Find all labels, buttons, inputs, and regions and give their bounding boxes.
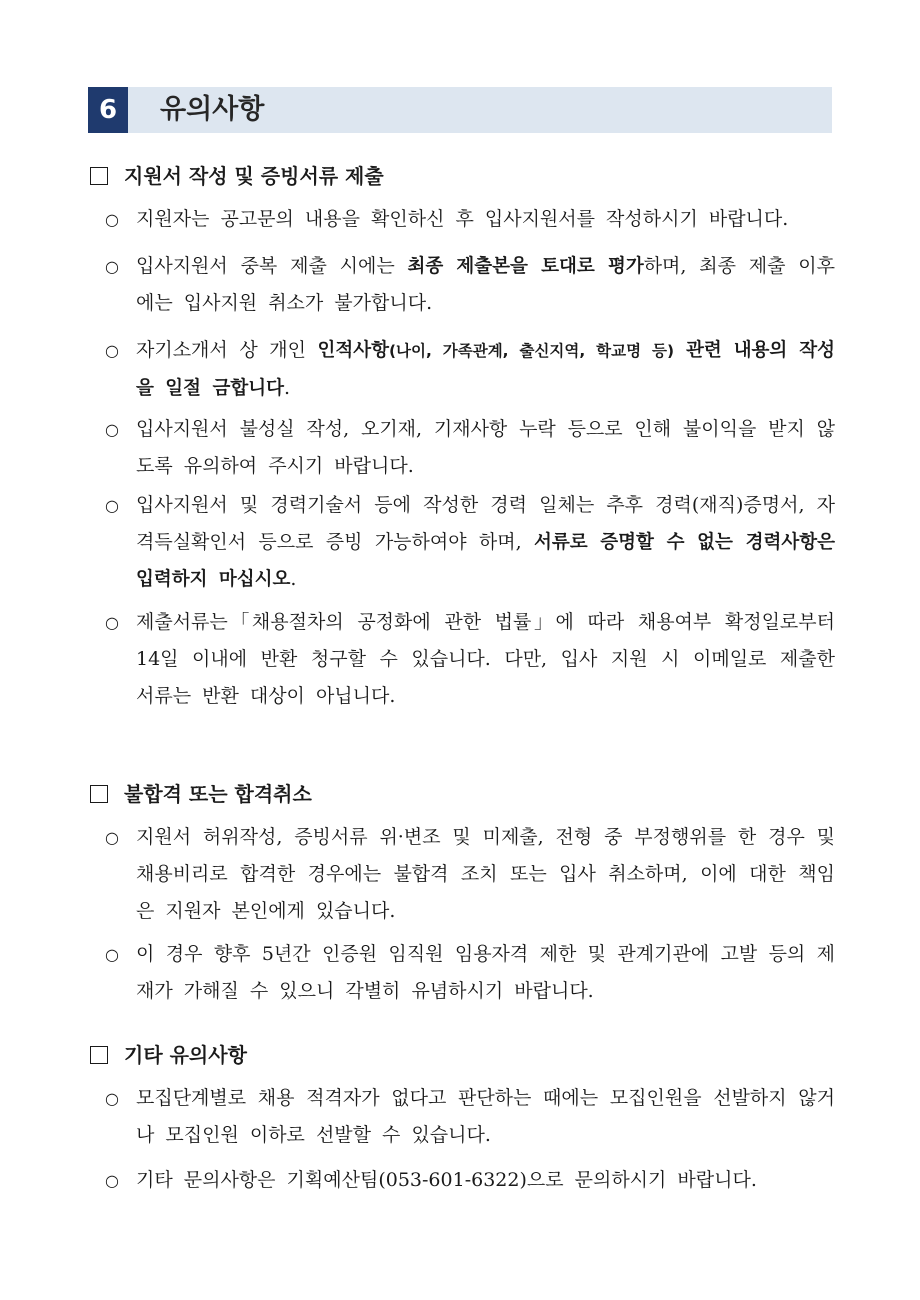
item-text: 입사지원서 불성실 작성, 오기재, 기재사항 누락 등으로 인해 불이익을 받지 않도록 유의하여 주시기 바랍니다. <box>136 418 835 477</box>
circle-bullet-icon: ○ <box>105 420 119 439</box>
subsection-heading <box>90 779 835 809</box>
item-text: 자기소개서 상 개인 <box>136 339 318 361</box>
list-item <box>90 332 835 407</box>
subsection-title: 지원서 작성 및 증빙서류 제출 <box>124 164 384 188</box>
list-item <box>90 936 835 1010</box>
list-item <box>90 1162 835 1199</box>
section-application-submission <box>90 161 835 715</box>
list-item <box>90 1080 835 1154</box>
item-text: 이 경우 향후 5년간 인증원 임직원 임용자격 제한 및 관계기관에 고발 등의 제재가 가해질 수 있으니 각별히 유념하시기 바랍니다. <box>136 943 835 1002</box>
item-emphasis-detail: (나이, 가족관계, 출신지역, 학교명 등) <box>388 342 675 360</box>
item-text: . <box>290 568 297 590</box>
circle-bullet-icon: ○ <box>105 257 119 276</box>
item-emphasis: 서류로 증명할 수 없는 경력사항은 입력하지 마십시오 <box>136 532 835 590</box>
subsection-heading <box>90 161 835 191</box>
item-text: . <box>283 377 291 399</box>
item-text: 지원서 허위작성, 증빙서류 위·변조 및 미제출, 전형 중 부정행위를 한 경우 및 채용비리로 합격한 경우에는 불합격 조치 또는 입사 취소하며, 이에 대한 책임은 지원자 본인에게 있습니다. <box>136 826 835 922</box>
item-text: 제출서류는「채용절차의 공정화에 관한 법률」에 따라 채용여부 확정일로부터 14일 이내에 반환 청구할 수 있습니다. 다만, 입사 지원 시 이메일로 제출한 서류는 반환 대상이 아닙니다. <box>136 611 835 707</box>
section-title: 유의사항 <box>160 94 265 125</box>
item-text: 입사지원서 중복 제출 시에는 <box>136 255 408 277</box>
circle-bullet-icon: ○ <box>105 210 119 229</box>
item-text: 하며, 최종 제출 이후에는 입사지원 취소가 불가합니다. <box>136 255 835 314</box>
list-item <box>90 819 835 930</box>
list-item <box>90 487 835 598</box>
section-number-badge: 6 <box>88 87 128 133</box>
circle-bullet-icon: ○ <box>105 341 119 360</box>
section-disqualification <box>90 779 835 1010</box>
section-other-notes <box>90 1040 835 1199</box>
item-emphasis: 최종 제출본을 토대로 평가 <box>407 256 644 277</box>
circle-bullet-icon: ○ <box>105 945 119 964</box>
circle-bullet-icon: ○ <box>105 1089 119 1108</box>
item-text: 지원자는 공고문의 내용을 확인하신 후 입사지원서를 작성하시기 바랍니다. <box>136 208 789 230</box>
item-text: 입사지원서 및 경력기술서 등에 작성한 경력 일체는 추후 경력(재직)증명서, 자격득실확인서 등으로 증빙 가능하여야 하며, <box>136 494 835 553</box>
section-header <box>88 87 832 133</box>
list-item <box>90 248 835 322</box>
circle-bullet-icon: ○ <box>105 1171 119 1190</box>
checkbox-square-icon <box>90 167 108 185</box>
subsection-heading <box>90 1040 835 1070</box>
circle-bullet-icon: ○ <box>105 496 119 515</box>
item-emphasis: 인적사항 <box>317 340 389 361</box>
checkbox-square-icon <box>90 1046 108 1064</box>
subsection-title: 기타 유의사항 <box>124 1043 247 1067</box>
circle-bullet-icon: ○ <box>105 613 119 632</box>
circle-bullet-icon: ○ <box>105 828 119 847</box>
subsection-title: 불합격 또는 합격취소 <box>124 782 312 806</box>
checkbox-square-icon <box>90 785 108 803</box>
item-text: 모집단계별로 채용 적격자가 없다고 판단하는 때에는 모집인원을 선발하지 않거나 모집인원 이하로 선발할 수 있습니다. <box>136 1087 835 1146</box>
list-item <box>90 201 835 238</box>
item-text: 기타 문의사항은 기획예산팀(053-601-6322)으로 문의하시기 바랍니다. <box>136 1169 757 1191</box>
item-emphasis: 관련 내용의 작성을 일절 금합니다 <box>136 340 835 399</box>
list-item <box>90 411 835 485</box>
list-item <box>90 604 835 715</box>
